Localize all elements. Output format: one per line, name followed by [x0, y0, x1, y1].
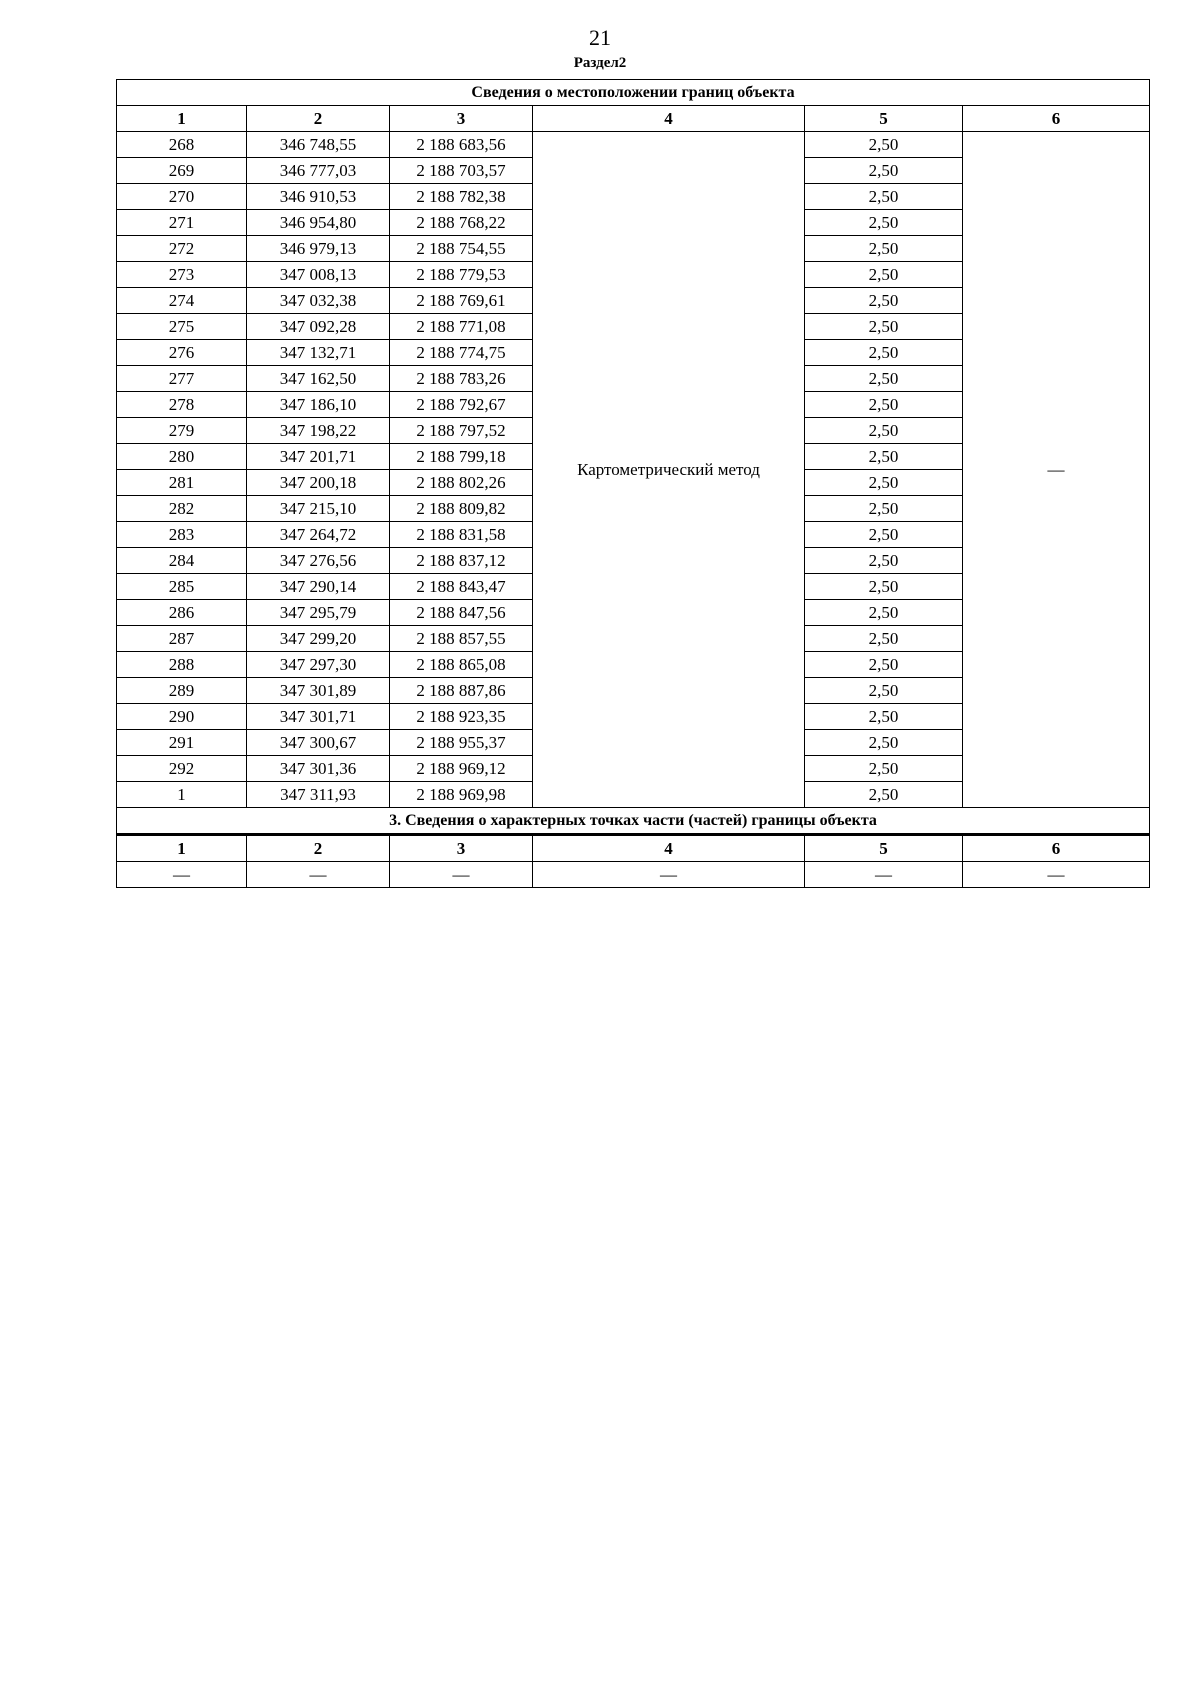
- y-coordinate: 2 188 857,55: [390, 626, 533, 652]
- accuracy-value: 2,50: [805, 288, 963, 314]
- point-number: 271: [117, 210, 247, 236]
- accuracy-value: 2,50: [805, 210, 963, 236]
- x-coordinate: 347 295,79: [247, 600, 390, 626]
- point-number: 280: [117, 444, 247, 470]
- x-coordinate: 347 032,38: [247, 288, 390, 314]
- x-coordinate: 347 297,30: [247, 652, 390, 678]
- y-coordinate: 2 188 837,12: [390, 548, 533, 574]
- y-coordinate: 2 188 792,67: [390, 392, 533, 418]
- x-coordinate: 346 954,80: [247, 210, 390, 236]
- x-coordinate: 346 979,13: [247, 236, 390, 262]
- y-coordinate: 2 188 799,18: [390, 444, 533, 470]
- accuracy-value: 2,50: [805, 158, 963, 184]
- accuracy-value: 2,50: [805, 704, 963, 730]
- column-header: 1: [117, 835, 247, 862]
- accuracy-value: 2,50: [805, 522, 963, 548]
- y-coordinate: 2 188 782,38: [390, 184, 533, 210]
- x-coordinate: 347 301,36: [247, 756, 390, 782]
- y-coordinate: 2 188 802,26: [390, 470, 533, 496]
- empty-value: —: [805, 862, 963, 888]
- x-coordinate: 347 311,93: [247, 782, 390, 808]
- x-coordinate: 347 201,71: [247, 444, 390, 470]
- subsection-title-row: [117, 808, 1150, 835]
- accuracy-value: 2,50: [805, 392, 963, 418]
- x-coordinate: 346 748,55: [247, 132, 390, 158]
- y-coordinate: 2 188 754,55: [390, 236, 533, 262]
- point-number: 269: [117, 158, 247, 184]
- y-coordinate: 2 188 865,08: [390, 652, 533, 678]
- point-number: 288: [117, 652, 247, 678]
- accuracy-value: 2,50: [805, 678, 963, 704]
- empty-value: —: [533, 862, 805, 888]
- point-number: 279: [117, 418, 247, 444]
- accuracy-value: 2,50: [805, 184, 963, 210]
- y-coordinate: 2 188 779,53: [390, 262, 533, 288]
- y-coordinate: 2 188 797,52: [390, 418, 533, 444]
- subsection-header-row: [117, 835, 1150, 862]
- y-coordinate: 2 188 774,75: [390, 340, 533, 366]
- column-header: 6: [963, 106, 1150, 132]
- point-number: 273: [117, 262, 247, 288]
- accuracy-value: 2,50: [805, 236, 963, 262]
- column-header-row: [117, 106, 1150, 132]
- y-coordinate: 2 188 809,82: [390, 496, 533, 522]
- y-coordinate: 2 188 955,37: [390, 730, 533, 756]
- accuracy-value: 2,50: [805, 730, 963, 756]
- x-coordinate: 347 215,10: [247, 496, 390, 522]
- column-header: 3: [390, 835, 533, 862]
- point-number: 281: [117, 470, 247, 496]
- empty-value: —: [963, 862, 1150, 888]
- y-coordinate: 2 188 843,47: [390, 574, 533, 600]
- column-header: 2: [247, 106, 390, 132]
- point-number: 278: [117, 392, 247, 418]
- table-title: Сведения о местоположении границ объекта: [117, 80, 1150, 106]
- column-header: 5: [805, 106, 963, 132]
- accuracy-value: 2,50: [805, 262, 963, 288]
- accuracy-value: 2,50: [805, 496, 963, 522]
- y-coordinate: 2 188 703,57: [390, 158, 533, 184]
- y-coordinate: 2 188 771,08: [390, 314, 533, 340]
- x-coordinate: 347 132,71: [247, 340, 390, 366]
- accuracy-value: 2,50: [805, 418, 963, 444]
- accuracy-value: 2,50: [805, 314, 963, 340]
- x-coordinate: 347 200,18: [247, 470, 390, 496]
- subsection-empty-row: [117, 862, 1150, 888]
- accuracy-value: 2,50: [805, 132, 963, 158]
- x-coordinate: 347 300,67: [247, 730, 390, 756]
- column-header: 4: [533, 835, 805, 862]
- y-coordinate: 2 188 769,61: [390, 288, 533, 314]
- table-title-row: [117, 80, 1150, 106]
- x-coordinate: 347 092,28: [247, 314, 390, 340]
- y-coordinate: 2 188 887,86: [390, 678, 533, 704]
- section-title: Раздел2: [573, 55, 627, 71]
- page-number: 21: [589, 25, 611, 50]
- point-number: 268: [117, 132, 247, 158]
- column-header: 5: [805, 835, 963, 862]
- x-coordinate: 346 910,53: [247, 184, 390, 210]
- column-header: 2: [247, 835, 390, 862]
- accuracy-value: 2,50: [805, 574, 963, 600]
- point-number: 283: [117, 522, 247, 548]
- accuracy-value: 2,50: [805, 626, 963, 652]
- point-number: 289: [117, 678, 247, 704]
- x-coordinate: 347 290,14: [247, 574, 390, 600]
- subsection-title: 3. Сведения о характерных точках части (частей) границы объекта: [117, 808, 1150, 835]
- y-coordinate: 2 188 969,12: [390, 756, 533, 782]
- accuracy-value: 2,50: [805, 652, 963, 678]
- point-number: 286: [117, 600, 247, 626]
- column-6-value: —: [963, 132, 1150, 808]
- empty-value: —: [390, 862, 533, 888]
- empty-value: —: [247, 862, 390, 888]
- x-coordinate: 347 299,20: [247, 626, 390, 652]
- table-row: [117, 132, 1150, 158]
- point-number: 272: [117, 236, 247, 262]
- accuracy-value: 2,50: [805, 340, 963, 366]
- accuracy-value: 2,50: [805, 444, 963, 470]
- x-coordinate: 347 198,22: [247, 418, 390, 444]
- y-coordinate: 2 188 783,26: [390, 366, 533, 392]
- y-coordinate: 2 188 768,22: [390, 210, 533, 236]
- y-coordinate: 2 188 969,98: [390, 782, 533, 808]
- point-number: 284: [117, 548, 247, 574]
- y-coordinate: 2 188 847,56: [390, 600, 533, 626]
- accuracy-value: 2,50: [805, 756, 963, 782]
- column-header: 3: [390, 106, 533, 132]
- column-header: 6: [963, 835, 1150, 862]
- x-coordinate: 347 162,50: [247, 366, 390, 392]
- accuracy-value: 2,50: [805, 366, 963, 392]
- point-number: 292: [117, 756, 247, 782]
- x-coordinate: 347 276,56: [247, 548, 390, 574]
- y-coordinate: 2 188 831,58: [390, 522, 533, 548]
- column-header: 4: [533, 106, 805, 132]
- point-number: 285: [117, 574, 247, 600]
- x-coordinate: 347 301,89: [247, 678, 390, 704]
- boundary-coordinates-table: [116, 79, 1150, 888]
- point-number: 277: [117, 366, 247, 392]
- point-number: 287: [117, 626, 247, 652]
- x-coordinate: 347 186,10: [247, 392, 390, 418]
- point-number: 274: [117, 288, 247, 314]
- x-coordinate: 347 301,71: [247, 704, 390, 730]
- point-number: 275: [117, 314, 247, 340]
- method-cell: Картометрический метод: [533, 132, 805, 808]
- x-coordinate: 347 264,72: [247, 522, 390, 548]
- column-header: 1: [117, 106, 247, 132]
- accuracy-value: 2,50: [805, 600, 963, 626]
- point-number: 291: [117, 730, 247, 756]
- empty-value: —: [117, 862, 247, 888]
- point-number: 276: [117, 340, 247, 366]
- accuracy-value: 2,50: [805, 470, 963, 496]
- point-number: 1: [117, 782, 247, 808]
- y-coordinate: 2 188 923,35: [390, 704, 533, 730]
- y-coordinate: 2 188 683,56: [390, 132, 533, 158]
- x-coordinate: 347 008,13: [247, 262, 390, 288]
- accuracy-value: 2,50: [805, 782, 963, 808]
- point-number: 282: [117, 496, 247, 522]
- point-number: 290: [117, 704, 247, 730]
- point-number: 270: [117, 184, 247, 210]
- x-coordinate: 346 777,03: [247, 158, 390, 184]
- accuracy-value: 2,50: [805, 548, 963, 574]
